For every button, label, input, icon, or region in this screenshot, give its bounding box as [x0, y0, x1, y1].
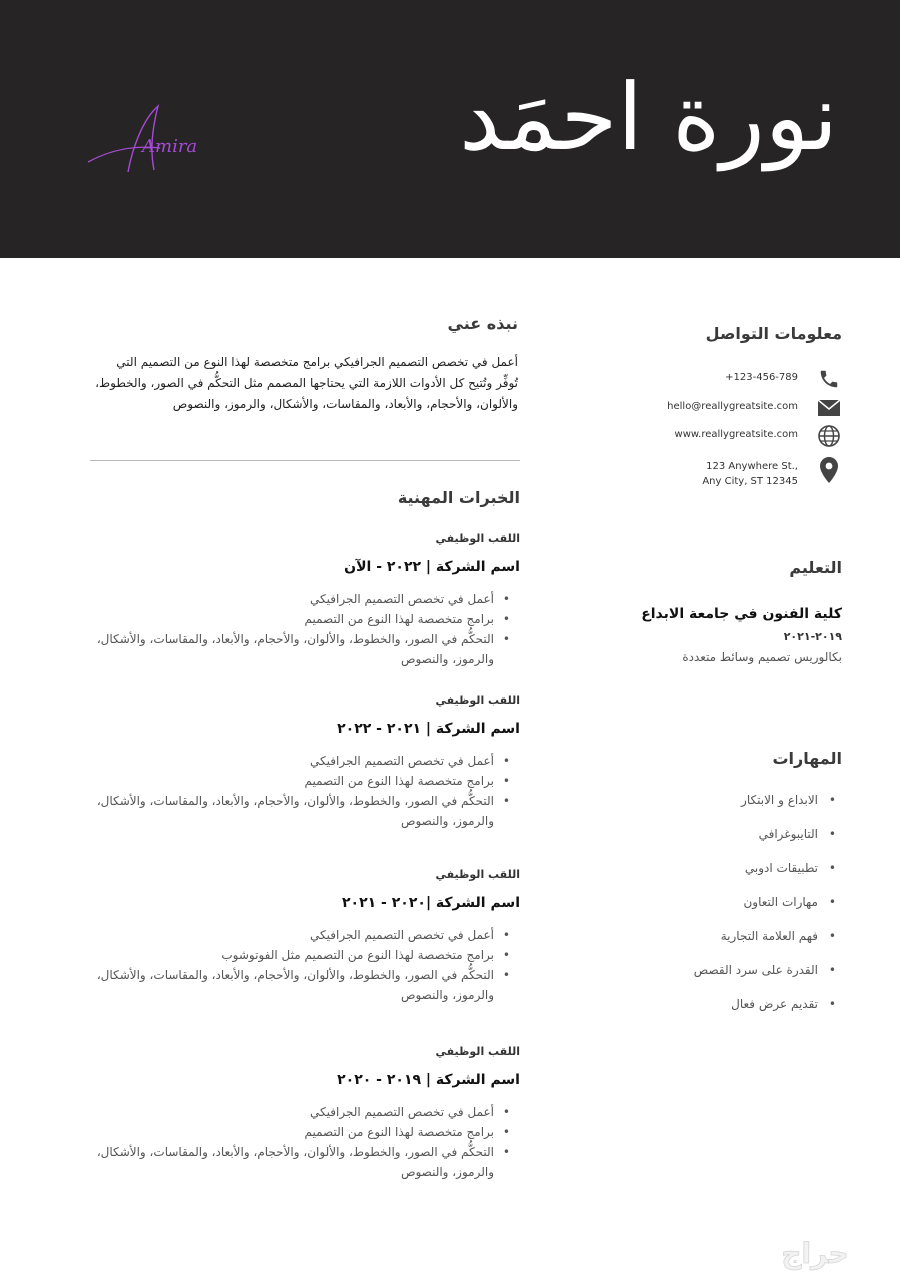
address-line2: Any City, ST 12345 — [702, 476, 798, 487]
list-item: • برامج متخصصة لهذا النوع من التصميم — [90, 609, 494, 629]
watermark-logo — [735, 1235, 895, 1271]
list-item: • أعمل في تخصص التصميم الجرافيكي — [90, 1102, 494, 1122]
about-title: نبذه عني — [447, 314, 518, 333]
job-company: اسم الشركة | ٢٠٢٢ - الآن — [344, 559, 520, 575]
contact-website — [642, 423, 842, 449]
skill-item: • تقديم عرض فعال — [731, 997, 818, 1011]
skills-title: المهارات — [772, 749, 842, 768]
section-divider — [90, 460, 520, 461]
contact-title: معلومات التواصل — [705, 324, 842, 343]
skill-item: • مهارات التعاون — [743, 895, 818, 909]
list-item: • برامج متخصصة لهذا النوع من التصميم مثل الفوتوشوب — [90, 945, 494, 965]
list-item: • أعمل في تخصص التصميم الجرافيكي — [90, 589, 494, 609]
job-bullets — [90, 589, 520, 669]
list-item: • برامج متخصصة لهذا النوع من التصميم — [90, 1122, 494, 1142]
job-role: اللقب الوظيفي — [435, 868, 520, 881]
email-text[interactable]: hello@reallygreatsite.com — [667, 401, 798, 412]
person-name: نورة احمَد — [459, 64, 838, 171]
list-item: • التحكُّم في الصور، والخطوط، والألوان، والأحجام، والأبعاد، والمقاسات، والأشكال، والرموز، والنصوص — [90, 1142, 494, 1182]
list-item: • أعمل في تخصص التصميم الجرافيكي — [90, 751, 494, 771]
contact-address — [642, 455, 842, 491]
job-bullets — [90, 925, 520, 1005]
phone-icon — [816, 366, 842, 392]
job-role: اللقب الوظيفي — [435, 532, 520, 545]
globe-icon — [816, 423, 842, 449]
job-entry — [90, 868, 520, 1005]
signature-logo — [80, 100, 210, 180]
list-item: • أعمل في تخصص التصميم الجرافيكي — [90, 925, 494, 945]
job-entry — [90, 1045, 520, 1182]
website-text[interactable]: www.reallygreatsite.com — [674, 429, 798, 440]
list-item: • التحكُّم في الصور، والخطوط، والألوان، والأحجام، والأبعاد، والمقاسات، والأشكال، والرموز، والنصوص — [90, 629, 494, 669]
location-pin-icon — [816, 455, 842, 485]
job-company: اسم الشركة |٢٠٢٠ - ٢٠٢١ — [342, 895, 520, 911]
signature-text: Amira — [142, 136, 198, 157]
job-company: اسم الشركة | ٢٠١٩ - ٢٠٢٠ — [337, 1072, 520, 1088]
education-title: التعليم — [789, 558, 842, 577]
education-years: ٢٠١٩-٢٠٢١ — [783, 630, 842, 643]
skill-item: • الابداع و الابتكار — [741, 793, 818, 807]
skill-item: • القدرة على سرد القصص — [694, 963, 818, 977]
job-bullets — [90, 1102, 520, 1182]
about-text: أعمل في تخصص التصميم الجرافيكي برامج متخصصة لهذا النوع من التصميم التي تُوفِّر وتُتيح كل الأدوات اللازمة التي يحتاجها المصمم مثل التحكُّم في الصور، والخطوط، والألوان، والأحجام، والأبعاد، والمقاسات، والأشكال، والرموز، والنصوص — [95, 355, 518, 411]
skill-item: • تطبيقات ادوبي — [745, 861, 818, 875]
list-item: • التحكُّم في الصور، والخطوط، والألوان، والأحجام، والأبعاد، والمقاسات، والأشكال، والرموز، والنصوص — [90, 791, 494, 831]
phone-text: +123-456-789 — [725, 372, 798, 383]
skill-item: • فهم العلامة التجارية — [721, 929, 818, 943]
skill-item: • التايبوغرافي — [759, 827, 818, 841]
watermark-text: حراج — [781, 1237, 849, 1270]
watermark-graphic — [735, 1235, 895, 1271]
mail-icon — [816, 395, 842, 421]
contact-phone — [642, 366, 842, 392]
header-banner — [0, 0, 900, 258]
job-entry — [90, 694, 520, 831]
contact-email — [642, 395, 842, 421]
job-entry — [90, 532, 520, 669]
education-degree: بكالوريس تصميم وسائط متعددة — [682, 650, 842, 664]
job-role: اللقب الوظيفي — [435, 694, 520, 707]
education-school: كلية الفنون في جامعة الابداع — [641, 606, 842, 622]
experience-title: الخبرات المهنية — [397, 488, 520, 507]
signature-graphic — [80, 100, 210, 180]
address-line1: 123 Anywhere St., — [706, 461, 798, 472]
job-role: اللقب الوظيفي — [435, 1045, 520, 1058]
address-text — [702, 459, 798, 489]
job-company: اسم الشركة | ٢٠٢١ - ٢٠٢٢ — [337, 721, 520, 737]
job-bullets — [90, 751, 520, 831]
list-item: • برامج متخصصة لهذا النوع من التصميم — [90, 771, 494, 791]
list-item: • التحكُّم في الصور، والخطوط، والألوان، والأحجام، والأبعاد، والمقاسات، والأشكال، والرموز، والنصوص — [90, 965, 494, 1005]
